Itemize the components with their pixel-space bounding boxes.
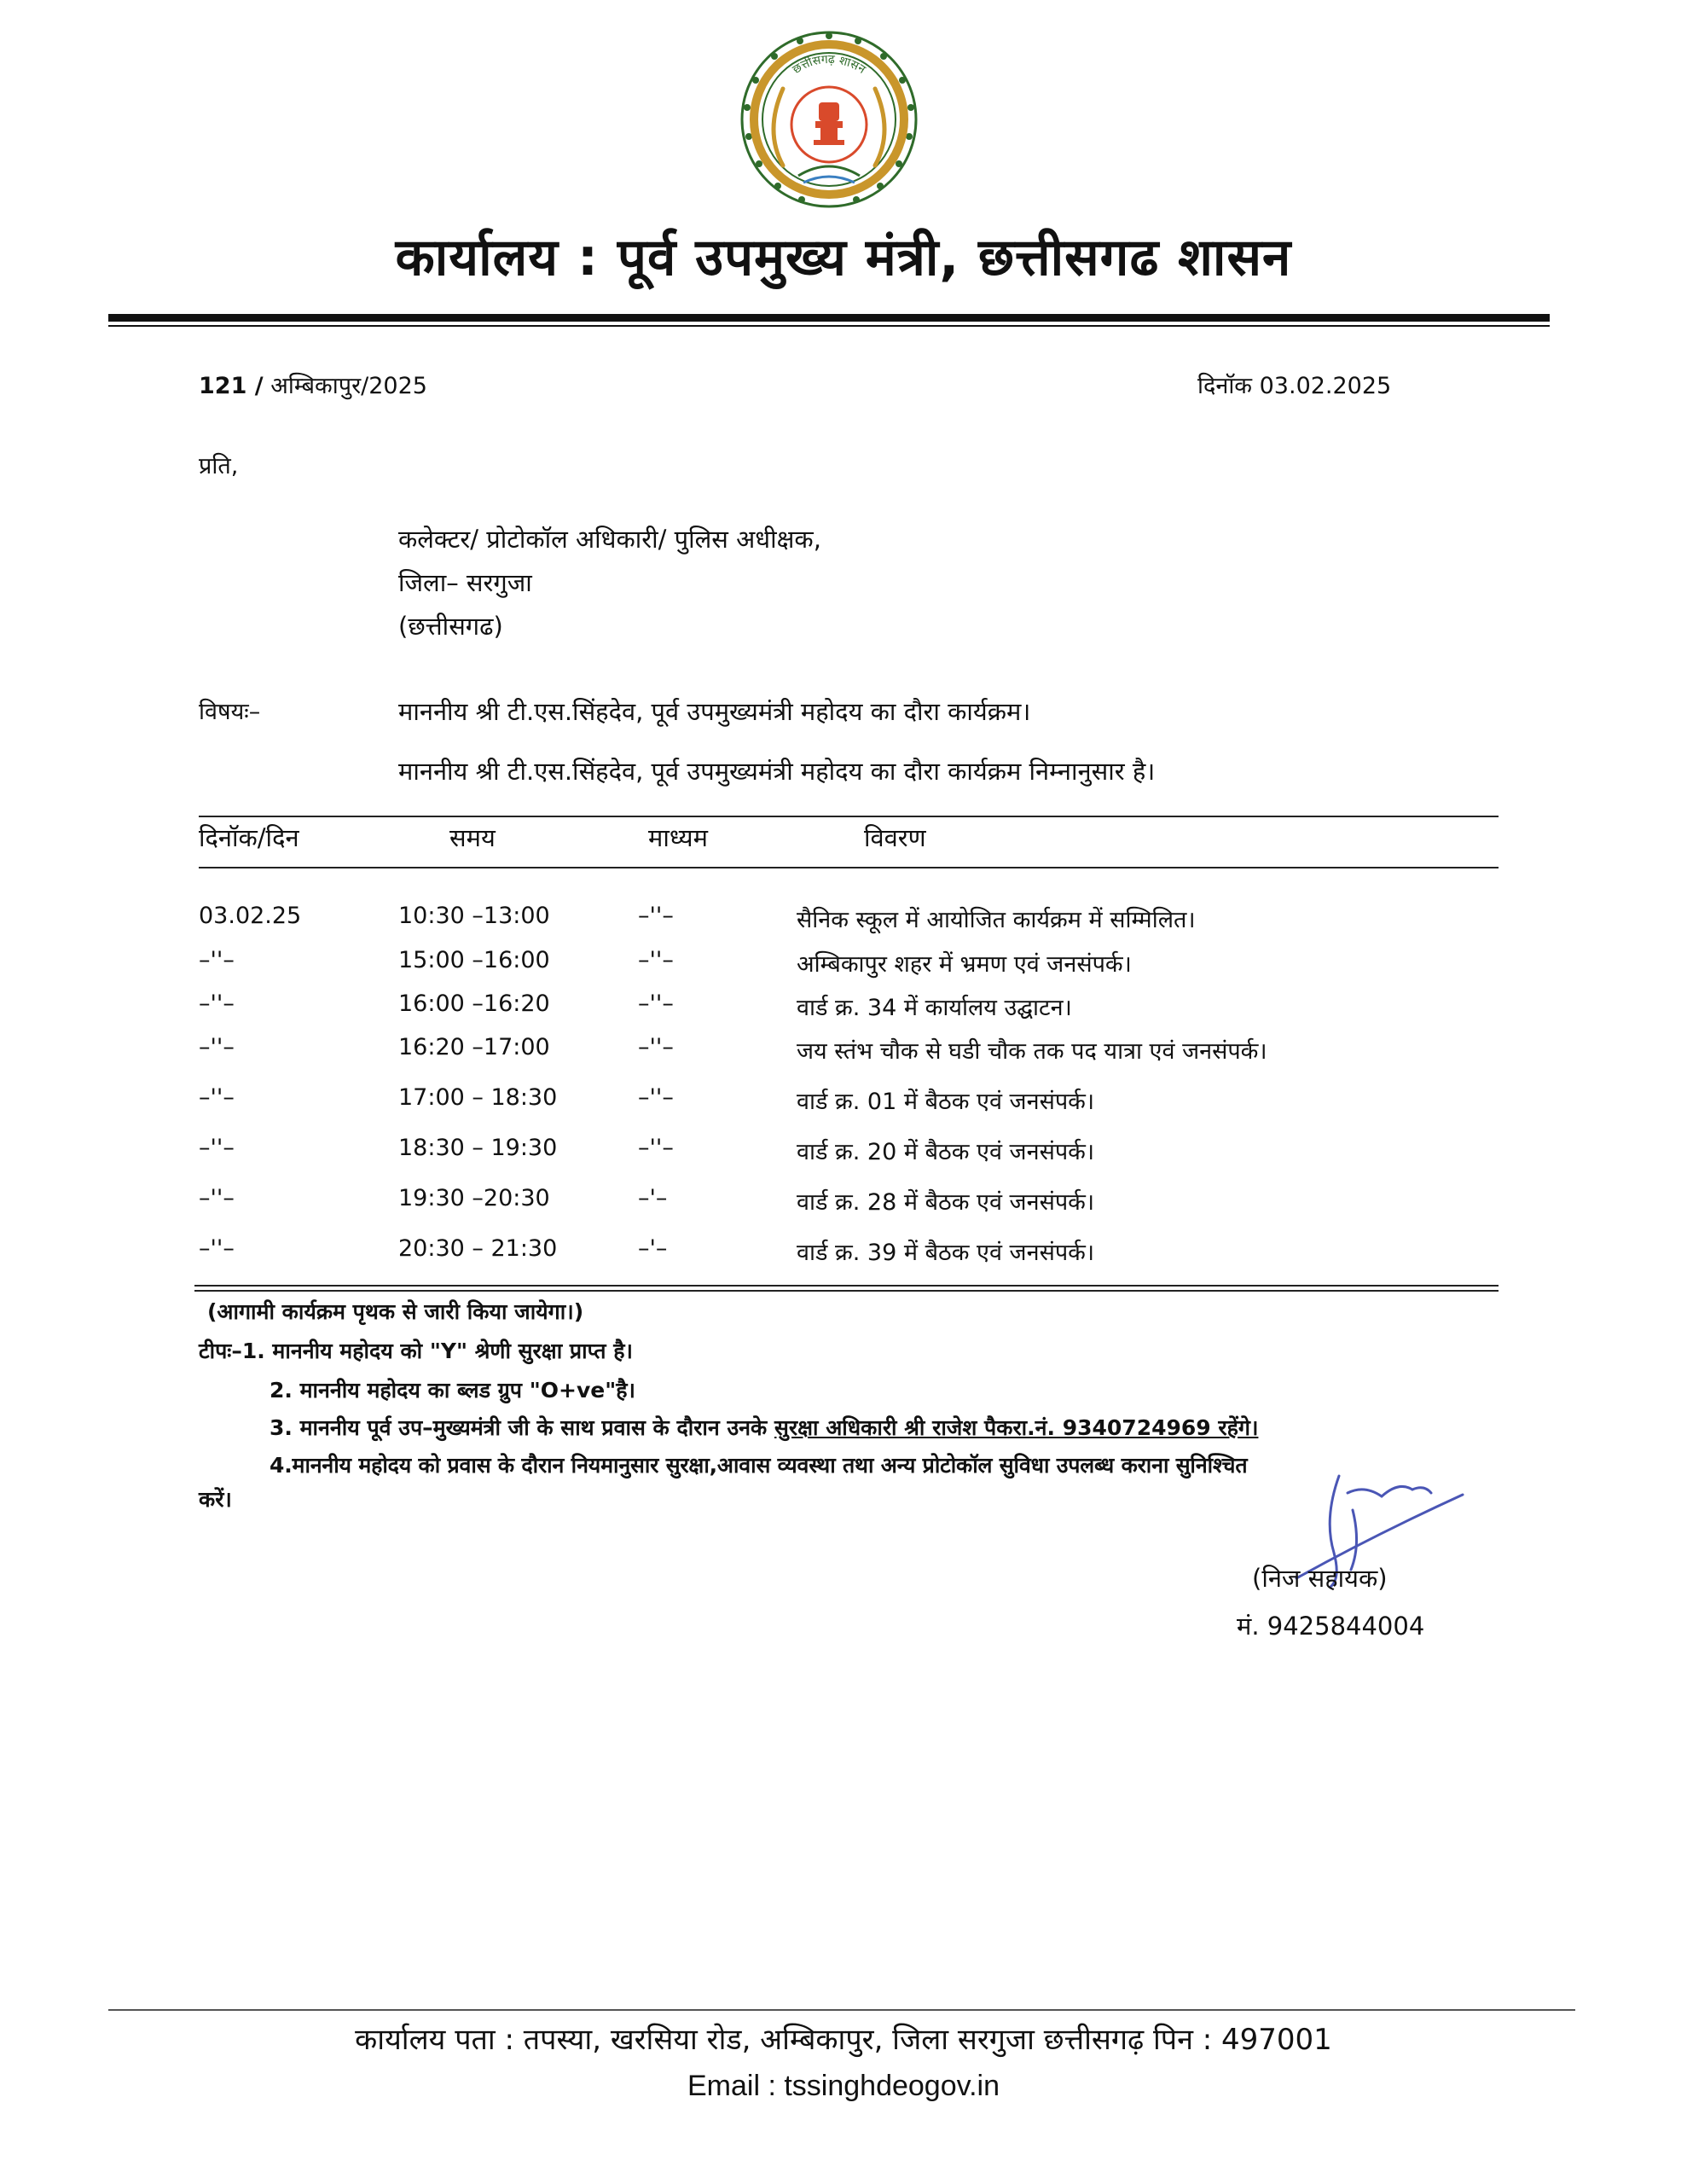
- office-title: कार्यालय : पूर्व उपमुख्य मंत्री, छत्तीसगढ शासन: [395, 228, 1292, 288]
- addressee-line-3: (छत्तीसगढ): [398, 612, 503, 641]
- col-header-mode: माध्यम: [648, 823, 708, 852]
- row-time: 18:30 – 19:30: [398, 1135, 558, 1161]
- seal-arc-text: छत्तीसगढ़ शासन: [790, 52, 868, 77]
- row-time: 17:00 – 18:30: [398, 1084, 558, 1111]
- row-time: 16:00 –16:20: [398, 990, 550, 1017]
- row-details: जय स्तंभ चौक से घडी चौक तक पद यात्रा एवं जनसंपर्क।: [797, 1038, 1267, 1065]
- note-4-continued: करें।: [199, 1487, 232, 1512]
- note-1: टीपः–1. माननीय महोदय को "Y" श्रेणी सुरक्षा प्राप्त है।: [199, 1339, 633, 1363]
- row-time: 20:30 – 21:30: [398, 1235, 558, 1262]
- upcoming-note: (आगामी कार्यक्रम पृथक से जारी किया जायेगा।): [207, 1299, 584, 1324]
- row-time: 19:30 –20:30: [398, 1185, 550, 1211]
- note-3-text: 3. माननीय पूर्व उप–मुख्यमंत्री जी के साथ प्रवास के दौरान उनके: [270, 1415, 774, 1440]
- row-details: अम्बिकापुर शहर में भ्रमण एवं जनसंपर्क।: [797, 951, 1132, 978]
- header-rule-thick: [108, 314, 1550, 322]
- note-4: 4.माननीय महोदय को प्रवास के दौरान नियमानुसार सुरक्षा,आवास व्यवस्था तथा अन्य प्रोटोकॉल सुविधा उपलब्ध कराना सुनिश्चित: [270, 1453, 1248, 1478]
- note-3: [270, 1413, 1258, 1442]
- row-mode: –''–: [638, 1084, 674, 1111]
- letter-place-year: अम्बिकापुर/2025: [270, 373, 427, 399]
- row-date: 03.02.25: [199, 903, 302, 929]
- subject-text: माननीय श्री टी.एस.सिंहदेव, पूर्व उपमुख्यमंत्री महोदय का दौरा कार्यक्रम।: [398, 697, 1031, 726]
- table-top-rule: [199, 816, 1499, 817]
- row-mode: –''–: [638, 1135, 674, 1161]
- letter-date: दिनॉक 03.02.2025: [1197, 373, 1392, 399]
- row-mode: –'–: [638, 1185, 668, 1211]
- row-time: 16:20 –17:00: [398, 1034, 550, 1060]
- addressee-line-1: कलेक्टर/ प्रोटोकॉल अधिकारी/ पुलिस अधीक्षक,: [398, 525, 821, 554]
- row-date: –''–: [199, 990, 235, 1017]
- row-date: –''–: [199, 1034, 235, 1060]
- row-details: वार्ड क्र. 39 में बैठक एवं जनसंपर्क।: [797, 1240, 1095, 1266]
- header-rule-thin: [108, 325, 1550, 327]
- intro-text: माननीय श्री टी.एस.सिंहदेव, पूर्व उपमुख्यमंत्री महोदय का दौरा कार्यक्रम निम्नानुसार है।: [398, 757, 1156, 786]
- signatory-role: (निज सहायक): [1252, 1564, 1388, 1593]
- row-date: –''–: [199, 1084, 235, 1111]
- to-label: प्रति,: [199, 453, 239, 479]
- signatory-phone: मं. 9425844004: [1237, 1612, 1425, 1641]
- row-details: वार्ड क्र. 20 में बैठक एवं जनसंपर्क।: [797, 1139, 1095, 1165]
- row-date: –''–: [199, 947, 235, 973]
- subject-label: विषयः–: [199, 699, 261, 725]
- row-details: वार्ड क्र. 28 में बैठक एवं जनसंपर्क।: [797, 1189, 1095, 1216]
- office-address: कार्यालय पता : तपस्या, खरसिया रोड, अम्बिकापुर, जिला सरगुजा छत्तीसगढ़ पिन : 497001: [355, 2023, 1332, 2057]
- state-emblem-seal: [739, 29, 919, 210]
- row-time: 10:30 –13:00: [398, 903, 550, 929]
- row-mode: –''–: [638, 990, 674, 1017]
- row-time: 15:00 –16:00: [398, 947, 550, 973]
- col-header-time: समय: [449, 823, 496, 852]
- row-details: वार्ड क्र. 01 में बैठक एवं जनसंपर्क।: [797, 1089, 1095, 1115]
- footer-rule: [108, 2009, 1575, 2011]
- row-mode: –''–: [638, 903, 674, 929]
- table-header-rule: [199, 867, 1499, 868]
- security-officer-contact: सुरक्षा अधिकारी श्री राजेश पैकरा.नं. 9340724969 रहेंगे।: [774, 1415, 1259, 1440]
- row-mode: –'–: [638, 1235, 668, 1262]
- note-2: 2. माननीय महोदय का ब्लड ग्रुप "O+ve"है।: [270, 1378, 635, 1403]
- row-date: –''–: [199, 1235, 235, 1262]
- table-bottom-rule-1: [194, 1285, 1499, 1287]
- row-mode: –''–: [638, 947, 674, 973]
- addressee-line-2: जिला– सरगुजा: [398, 568, 532, 597]
- letter-number: 121 /: [199, 373, 264, 399]
- office-email: Email : tssinghdeogov.in: [687, 2070, 1000, 2102]
- row-mode: –''–: [638, 1034, 674, 1060]
- row-date: –''–: [199, 1135, 235, 1161]
- col-header-details: विवरण: [864, 823, 926, 852]
- col-header-date: दिनॉक/दिन: [199, 823, 299, 852]
- reference-line: [199, 369, 427, 400]
- table-bottom-rule-2: [194, 1290, 1499, 1292]
- row-details: वार्ड क्र. 34 में कार्यालय उद्घाटन।: [797, 995, 1072, 1021]
- row-date: –''–: [199, 1185, 235, 1211]
- row-details: सैनिक स्कूल में आयोजित कार्यक्रम में सम्मिलित।: [797, 907, 1196, 933]
